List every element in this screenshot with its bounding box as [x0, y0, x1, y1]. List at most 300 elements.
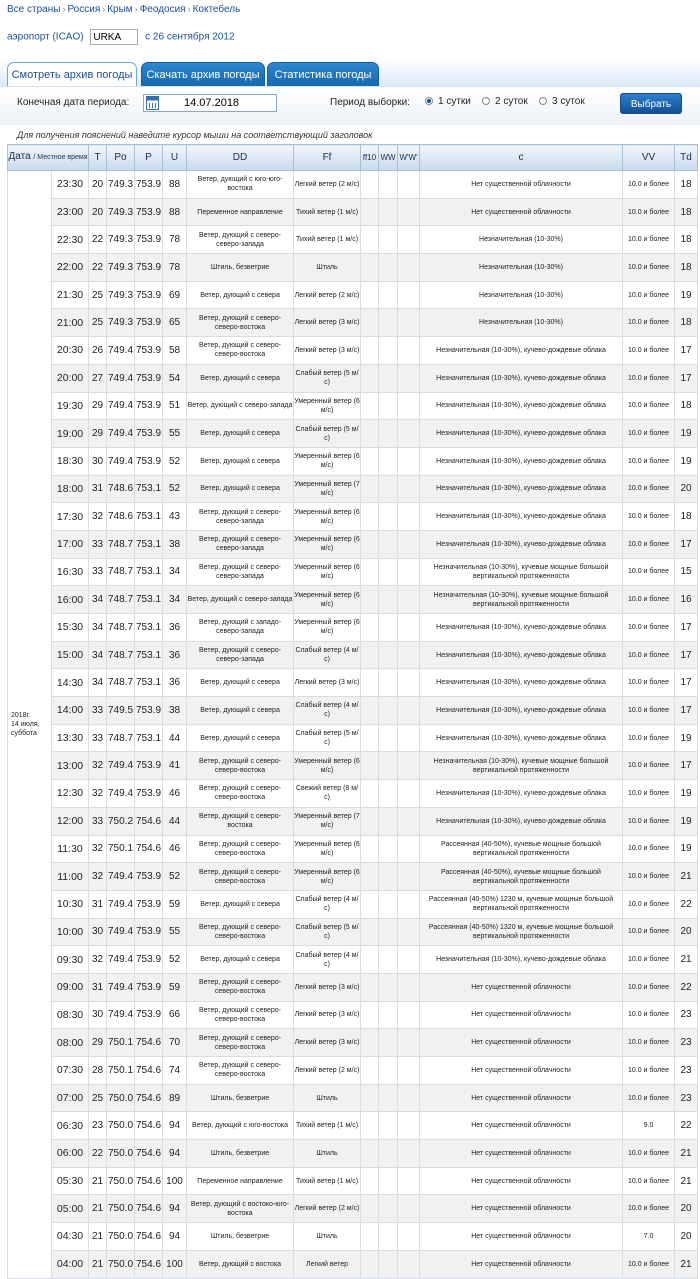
cell-t: 29 [89, 420, 107, 448]
cell-ff10 [361, 890, 379, 918]
cell-u: 59 [163, 973, 187, 1001]
cell-c: Нет существенной облачности [420, 973, 623, 1001]
cell-p: 753.9 [135, 254, 163, 282]
cell-vv: 10.0 и более [623, 309, 675, 337]
airport-label: аэропорт (ICAO) [7, 31, 84, 43]
cell-c: Нет существенной облачности [420, 1140, 623, 1168]
cell-w1w2 [398, 1001, 420, 1029]
cell-c: Незначительная (10-30%) [420, 281, 623, 309]
table-row [8, 475, 698, 503]
cell-time: 11:30 [52, 835, 89, 863]
cell-c: Нет существенной облачности [420, 1084, 623, 1112]
cell-po: 750.0 [107, 1140, 135, 1168]
header-DD[interactable]: DD [187, 145, 294, 171]
cell-time: 23:00 [52, 198, 89, 226]
cell-t: 20 [89, 171, 107, 199]
cell-p: 753.9 [135, 973, 163, 1001]
radio-2-days[interactable] [482, 97, 490, 105]
cell-dd: Ветер, дующий с северо-северо-востока [187, 863, 294, 891]
cell-dd: Ветер, дующий с севера [187, 697, 294, 725]
radio-3-days[interactable] [539, 97, 547, 105]
cell-ff10 [361, 752, 379, 780]
cell-time: 13:30 [52, 724, 89, 752]
cell-ww [379, 697, 398, 725]
cell-w1w2 [398, 475, 420, 503]
cell-t: 21 [89, 1250, 107, 1278]
cell-t: 33 [89, 558, 107, 586]
table-row [8, 1057, 698, 1085]
radio-3-days-label: 3 суток [552, 96, 585, 107]
cell-ff10 [361, 973, 379, 1001]
table-row [8, 337, 698, 365]
cell-c: Незначительная (10-30%), кучево-дождевые облака [420, 724, 623, 752]
period-panel [0, 86, 700, 125]
cell-p: 753.1 [135, 586, 163, 614]
cell-po: 750.0 [107, 1112, 135, 1140]
cell-p: 754.6 [135, 835, 163, 863]
cell-u: 100 [163, 1167, 187, 1195]
cell-p: 753.9 [135, 309, 163, 337]
table-row [8, 1140, 698, 1168]
cell-po: 749.4 [107, 1001, 135, 1029]
cell-vv: 10.0 и более [623, 281, 675, 309]
cell-p: 754.6 [135, 1029, 163, 1057]
cell-po: 749.4 [107, 946, 135, 974]
cell-t: 32 [89, 780, 107, 808]
cell-vv: 10.0 и более [623, 918, 675, 946]
cell-w1w2 [398, 669, 420, 697]
cell-time: 09:00 [52, 973, 89, 1001]
cell-dd: Ветер, дующий с северо-северо-востока [187, 973, 294, 1001]
cell-td: 23 [675, 1001, 698, 1029]
date-cell-line: 14 июля, [11, 720, 40, 728]
cell-ff10 [361, 780, 379, 808]
cell-t: 20 [89, 198, 107, 226]
header-P[interactable]: P [135, 145, 163, 171]
cell-ff10 [361, 614, 379, 642]
cell-po: 749.4 [107, 364, 135, 392]
cell-dd: Ветер, дующий с северо-северо-запада [187, 226, 294, 254]
cell-td: 18 [675, 503, 698, 531]
cell-w1w2 [398, 1112, 420, 1140]
cell-vv: 10.0 и более [623, 890, 675, 918]
cell-c: Незначительная (10-30%), кучево-дождевые облака [420, 475, 623, 503]
cell-w1w2 [398, 1167, 420, 1195]
cell-ww [379, 1167, 398, 1195]
cell-ff10 [361, 198, 379, 226]
cell-ff10 [361, 530, 379, 558]
table-row [8, 807, 698, 835]
cell-dd: Ветер, дующий с северо-востока [187, 807, 294, 835]
cell-td: 22 [675, 890, 698, 918]
cell-u: 34 [163, 586, 187, 614]
cell-time: 23:30 [52, 171, 89, 199]
cell-dd: Штиль, безветрие [187, 1084, 294, 1112]
table-row [8, 1167, 698, 1195]
header-Td[interactable]: Td [675, 145, 698, 171]
cell-t: 33 [89, 724, 107, 752]
cell-p: 753.9 [135, 392, 163, 420]
cell-time: 08:30 [52, 1001, 89, 1029]
airport-row [7, 29, 235, 45]
table-row [8, 447, 698, 475]
weather-table [7, 144, 698, 1279]
cell-ww [379, 724, 398, 752]
cell-ww [379, 752, 398, 780]
cell-ff: Тихий ветер (1 м/с) [294, 226, 361, 254]
cell-vv: 10.0 и более [623, 1001, 675, 1029]
cell-vv: 10.0 и более [623, 1140, 675, 1168]
breadcrumb-separator-icon: › [62, 4, 66, 14]
cell-p: 753.9 [135, 337, 163, 365]
cell-time: 16:30 [52, 558, 89, 586]
table-row [8, 1084, 698, 1112]
cell-po: 749.3 [107, 226, 135, 254]
table-row [8, 1001, 698, 1029]
cell-ff: Слабый ветер (5 м/с) [294, 724, 361, 752]
table-row [8, 724, 698, 752]
cell-time: 20:30 [52, 337, 89, 365]
cell-w1w2 [398, 586, 420, 614]
cell-ff10 [361, 807, 379, 835]
breadcrumb-link[interactable]: Феодосия [139, 4, 186, 15]
cell-p: 754.6 [135, 1195, 163, 1223]
header-WW[interactable]: WW [379, 145, 398, 171]
cell-t: 33 [89, 807, 107, 835]
cell-u: 94 [163, 1195, 187, 1223]
cell-ff: Умеренный ветер (6 м/с) [294, 586, 361, 614]
header-VV[interactable]: VV [623, 145, 675, 171]
cell-po: 748.7 [107, 530, 135, 558]
cell-time: 07:00 [52, 1084, 89, 1112]
table-row [8, 973, 698, 1001]
cell-po: 749.4 [107, 863, 135, 891]
cell-w1w2 [398, 558, 420, 586]
end-date-input[interactable] [143, 94, 277, 112]
cell-ff10 [361, 946, 379, 974]
cell-time: 04:00 [52, 1250, 89, 1278]
cell-vv: 10.0 и более [623, 724, 675, 752]
cell-ff10 [361, 281, 379, 309]
cell-c: Незначительная (10-30%), кучево-дождевые облака [420, 392, 623, 420]
cell-w1w2 [398, 780, 420, 808]
cell-u: 52 [163, 863, 187, 891]
end-date-value: 14.07.2018 [184, 97, 240, 109]
cell-p: 753.9 [135, 946, 163, 974]
cell-td: 15 [675, 558, 698, 586]
select-button[interactable]: Выбрать [620, 93, 682, 114]
cell-ww [379, 1084, 398, 1112]
cell-ff: Легкий ветер (3 м/с) [294, 669, 361, 697]
cell-time: 17:30 [52, 503, 89, 531]
cell-c: Нет существенной облачности [420, 1001, 623, 1029]
cell-po: 750.1 [107, 1029, 135, 1057]
tab-download-archive[interactable]: Скачать архив погоды [141, 62, 265, 87]
cell-c: Нет существенной облачности [420, 1029, 623, 1057]
cell-ff10 [361, 1112, 379, 1140]
table-row [8, 946, 698, 974]
cell-td: 19 [675, 780, 698, 808]
header-date[interactable]: Дата / Местное время [8, 145, 89, 171]
cell-po: 749.4 [107, 890, 135, 918]
cell-vv: 10.0 и более [623, 1250, 675, 1278]
cell-dd: Ветер, дующий с востоко-юго-востока [187, 1195, 294, 1223]
cell-w1w2 [398, 1195, 420, 1223]
cell-u: 55 [163, 918, 187, 946]
cell-t: 26 [89, 337, 107, 365]
cell-td: 18 [675, 198, 698, 226]
cell-vv: 10.0 и более [623, 863, 675, 891]
cell-ff10 [361, 918, 379, 946]
cell-w1w2 [398, 890, 420, 918]
cell-vv: 10.0 и более [623, 171, 675, 199]
cell-u: 94 [163, 1140, 187, 1168]
cell-vv: 10.0 и более [623, 420, 675, 448]
cell-u: 66 [163, 1001, 187, 1029]
breadcrumb-separator-icon: › [134, 4, 138, 14]
cell-dd: Ветер, дующий с северо-северо-запада [187, 641, 294, 669]
cell-ff10 [361, 254, 379, 282]
cell-vv: 10.0 и более [623, 1029, 675, 1057]
table-row [8, 1112, 698, 1140]
cell-po: 750.0 [107, 1250, 135, 1278]
cell-ww [379, 337, 398, 365]
header-T[interactable]: T [89, 145, 107, 171]
cell-ff: Штиль [294, 1084, 361, 1112]
table-row [8, 364, 698, 392]
cell-ww [379, 614, 398, 642]
cell-ww [379, 503, 398, 531]
cell-w1w2 [398, 226, 420, 254]
cell-vv: 10.0 и более [623, 1195, 675, 1223]
table-row [8, 1195, 698, 1223]
cell-t: 25 [89, 1084, 107, 1112]
cell-ff: Легкий ветер (3 м/с) [294, 1001, 361, 1029]
cell-td: 17 [675, 530, 698, 558]
cell-ff10 [361, 863, 379, 891]
breadcrumb-separator-icon: › [102, 4, 106, 14]
cell-td: 23 [675, 1057, 698, 1085]
cell-ff10 [361, 1167, 379, 1195]
cell-p: 753.1 [135, 614, 163, 642]
cell-td: 20 [675, 475, 698, 503]
cell-w1w2 [398, 1223, 420, 1251]
cell-ww [379, 669, 398, 697]
cell-po: 749.4 [107, 752, 135, 780]
cell-dd: Штиль, безветрие [187, 1140, 294, 1168]
table-row [8, 890, 698, 918]
cell-po: 748.6 [107, 475, 135, 503]
cell-t: 25 [89, 309, 107, 337]
cell-u: 44 [163, 807, 187, 835]
cell-t: 31 [89, 973, 107, 1001]
cell-t: 21 [89, 1195, 107, 1223]
header-c[interactable]: c [420, 145, 623, 171]
cell-time: 18:00 [52, 475, 89, 503]
cell-td: 19 [675, 835, 698, 863]
cell-ww [379, 420, 398, 448]
calendar-icon[interactable] [146, 96, 159, 110]
table-row [8, 835, 698, 863]
table-row [8, 614, 698, 642]
cell-c: Нет существенной облачности [420, 1112, 623, 1140]
cell-ww [379, 1057, 398, 1085]
cell-po: 748.7 [107, 586, 135, 614]
table-row [8, 226, 698, 254]
cell-w1w2 [398, 530, 420, 558]
cell-t: 21 [89, 1167, 107, 1195]
table-row [8, 254, 698, 282]
cell-ww [379, 281, 398, 309]
header-ff10[interactable]: ff10 [361, 145, 379, 171]
cell-u: 74 [163, 1057, 187, 1085]
cell-c: Нет существенной облачности [420, 1167, 623, 1195]
cell-u: 78 [163, 254, 187, 282]
cell-w1w2 [398, 1029, 420, 1057]
tab-view-archive[interactable]: Смотреть архив погоды [7, 62, 137, 87]
cell-ff10 [361, 1029, 379, 1057]
table-row [8, 392, 698, 420]
table-row [8, 780, 698, 808]
cell-ff10 [361, 1001, 379, 1029]
cell-p: 753.1 [135, 475, 163, 503]
archive-since: с 26 сентября 2012 [145, 31, 235, 43]
airport-code-input[interactable] [90, 29, 138, 45]
cell-ww [379, 863, 398, 891]
cell-ww [379, 641, 398, 669]
cell-c: Незначительная (10-30%), кучево-дождевые облака [420, 807, 623, 835]
cell-ff: Слабый ветер (4 м/с) [294, 641, 361, 669]
cell-ff10 [361, 641, 379, 669]
cell-ff10 [361, 503, 379, 531]
cell-td: 17 [675, 614, 698, 642]
table-row [8, 281, 698, 309]
cell-po: 749.4 [107, 780, 135, 808]
cell-ff: Легкий ветер (2 м/с) [294, 1057, 361, 1085]
cell-ff10 [361, 586, 379, 614]
cell-ff: Слабый ветер (4 м/с) [294, 697, 361, 725]
cell-ww [379, 835, 398, 863]
cell-td: 17 [675, 752, 698, 780]
cell-dd: Ветер, дующий с северо-северо-запада [187, 530, 294, 558]
cell-dd: Ветер, дующий с северо-северо-востока [187, 780, 294, 808]
cell-vv: 10.0 и более [623, 364, 675, 392]
header-W1W2[interactable]: W'W' [398, 145, 420, 171]
cell-w1w2 [398, 918, 420, 946]
cell-t: 33 [89, 697, 107, 725]
cell-vv: 10.0 и более [623, 226, 675, 254]
cell-u: 36 [163, 641, 187, 669]
cell-c: Незначительная (10-30%), кучево-дождевые облака [420, 780, 623, 808]
cell-td: 19 [675, 281, 698, 309]
cell-vv: 9.0 [623, 1112, 675, 1140]
cell-td: 20 [675, 1195, 698, 1223]
cell-c: Незначительная (10-30%), кучево-дождевые облака [420, 337, 623, 365]
breadcrumb-link[interactable]: Все страны [7, 4, 61, 15]
cell-dd: Ветер, дующий с юго-юго-востока [187, 171, 294, 199]
cell-ff: Слабый ветер (5 м/с) [294, 420, 361, 448]
cell-t: 31 [89, 475, 107, 503]
cell-td: 23 [675, 1084, 698, 1112]
cell-ww [379, 1250, 398, 1278]
cell-time: 14:30 [52, 669, 89, 697]
cell-ww [379, 171, 398, 199]
cell-td: 21 [675, 1167, 698, 1195]
cell-po: 750.1 [107, 835, 135, 863]
cell-w1w2 [398, 1057, 420, 1085]
cell-td: 21 [675, 1250, 698, 1278]
cell-ff: Штиль [294, 1140, 361, 1168]
cell-dd: Ветер, дующий с севера [187, 890, 294, 918]
cell-td: 16 [675, 586, 698, 614]
cell-w1w2 [398, 447, 420, 475]
cell-po: 749.3 [107, 281, 135, 309]
cell-ff: Слабый ветер (5 м/с) [294, 918, 361, 946]
cell-u: 52 [163, 946, 187, 974]
cell-vv: 10.0 и более [623, 752, 675, 780]
header-U[interactable]: U [163, 145, 187, 171]
cell-w1w2 [398, 420, 420, 448]
cell-ww [379, 1195, 398, 1223]
table-row [8, 309, 698, 337]
cell-ff10 [361, 835, 379, 863]
cell-time: 13:00 [52, 752, 89, 780]
tab-statistics[interactable]: Статистика погоды [267, 62, 379, 87]
cell-c: Нет существенной облачности [420, 1057, 623, 1085]
breadcrumb-link[interactable]: Крым [107, 4, 133, 15]
radio-1-day[interactable] [425, 97, 433, 105]
cell-ff: Штиль [294, 1223, 361, 1251]
cell-td: 18 [675, 254, 698, 282]
table-row [8, 1029, 698, 1057]
header-Ff[interactable]: Ff [294, 145, 361, 171]
date-cell-line: 2018г. [11, 711, 31, 719]
cell-c: Незначительная (10-30%), кучевые мощные большой вертикальной протяженности [420, 752, 623, 780]
cell-po: 749.3 [107, 171, 135, 199]
header-Po[interactable]: Po [107, 145, 135, 171]
cell-time: 06:00 [52, 1140, 89, 1168]
cell-vv: 10.0 и более [623, 780, 675, 808]
cell-w1w2 [398, 281, 420, 309]
cell-po: 748.7 [107, 724, 135, 752]
cell-vv: 10.0 и более [623, 807, 675, 835]
table-row [8, 669, 698, 697]
cell-time: 19:30 [52, 392, 89, 420]
table-row [8, 1223, 698, 1251]
cell-ff10 [361, 724, 379, 752]
cell-td: 17 [675, 337, 698, 365]
cell-c: Незначительная (10-30%) [420, 254, 623, 282]
cell-ww [379, 1140, 398, 1168]
cell-ff: Умеренный ветер (6 м/с) [294, 530, 361, 558]
cell-ff: Тихий ветер (1 м/с) [294, 1167, 361, 1195]
cell-ww [379, 198, 398, 226]
cell-po: 749.4 [107, 337, 135, 365]
breadcrumb-link[interactable]: Коктебель [192, 4, 241, 15]
breadcrumb-link[interactable]: Россия [67, 4, 101, 15]
cell-c: Незначительная (10-30%), кучево-дождевые облака [420, 669, 623, 697]
table-row [8, 641, 698, 669]
cell-time: 04:30 [52, 1223, 89, 1251]
cell-t: 33 [89, 530, 107, 558]
table-body [8, 171, 698, 1279]
cell-w1w2 [398, 503, 420, 531]
cell-u: 43 [163, 503, 187, 531]
cell-ff10 [361, 226, 379, 254]
cell-c: Рассеянная (40-50%), кучевые мощные большой вертикальной протяженности [420, 835, 623, 863]
cell-p: 753.9 [135, 226, 163, 254]
cell-po: 750.0 [107, 1223, 135, 1251]
